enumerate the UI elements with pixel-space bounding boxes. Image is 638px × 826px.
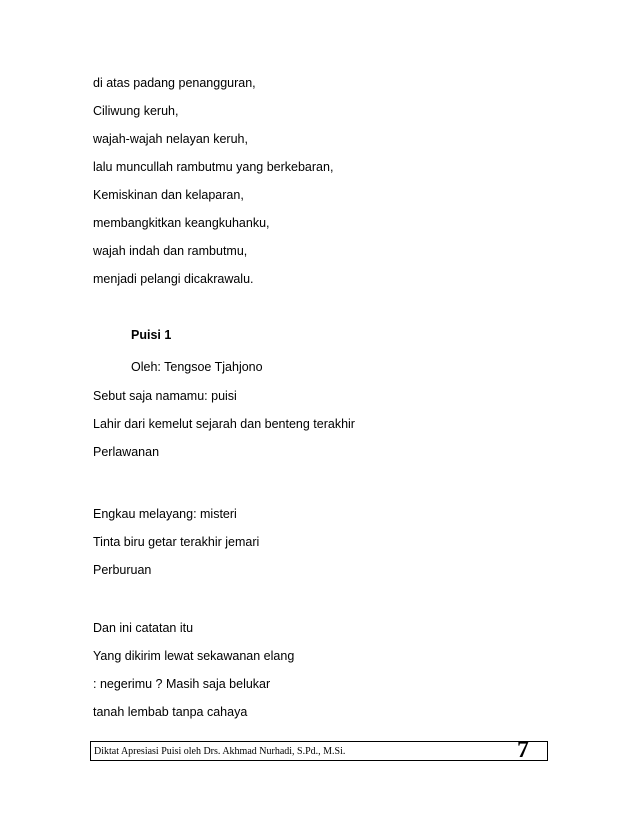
poem-line: Ciliwung keruh, <box>93 104 179 118</box>
stanza-line: Tinta biru getar terakhir jemari <box>93 535 260 549</box>
poem-line: Kemiskinan dan kelaparan, <box>93 188 244 202</box>
stanza-line: Engkau melayang: misteri <box>93 507 237 521</box>
stanza-line: Lahir dari kemelut sejarah dan benteng terakhir <box>93 417 355 431</box>
stanza-line: Yang dikirim lewat sekawanan elang <box>93 649 295 663</box>
page-number: 7 <box>517 737 529 763</box>
poem-line: membangkitkan keangkuhanku, <box>93 216 270 230</box>
poem-line: lalu muncullah rambutmu yang berkebaran, <box>93 160 334 174</box>
stanza-line: Perburuan <box>93 563 152 577</box>
poem-author: Oleh: Tengsoe Tjahjono <box>131 360 263 374</box>
stanza-line: Dan ini catatan itu <box>93 621 194 635</box>
stanza-line: : negerimu ? Masih saja belukar <box>93 677 271 691</box>
page-footer <box>90 737 548 763</box>
poem-title: Puisi 1 <box>131 328 172 342</box>
poem-line: wajah-wajah nelayan keruh, <box>93 132 248 146</box>
poem-line: di atas padang penangguran, <box>93 76 256 90</box>
stanza-line: Sebut saja namamu: puisi <box>93 389 237 403</box>
poem-line: menjadi pelangi dicakrawalu. <box>93 272 254 286</box>
footer-text: Diktat Apresiasi Puisi oleh Drs. Akhmad Nurhadi, S.Pd., M.Si. <box>94 746 346 757</box>
poem-line: wajah indah dan rambutmu, <box>93 244 248 258</box>
stanza-line: tanah lembab tanpa cahaya <box>93 705 248 719</box>
stanza-line: Perlawanan <box>93 445 160 459</box>
